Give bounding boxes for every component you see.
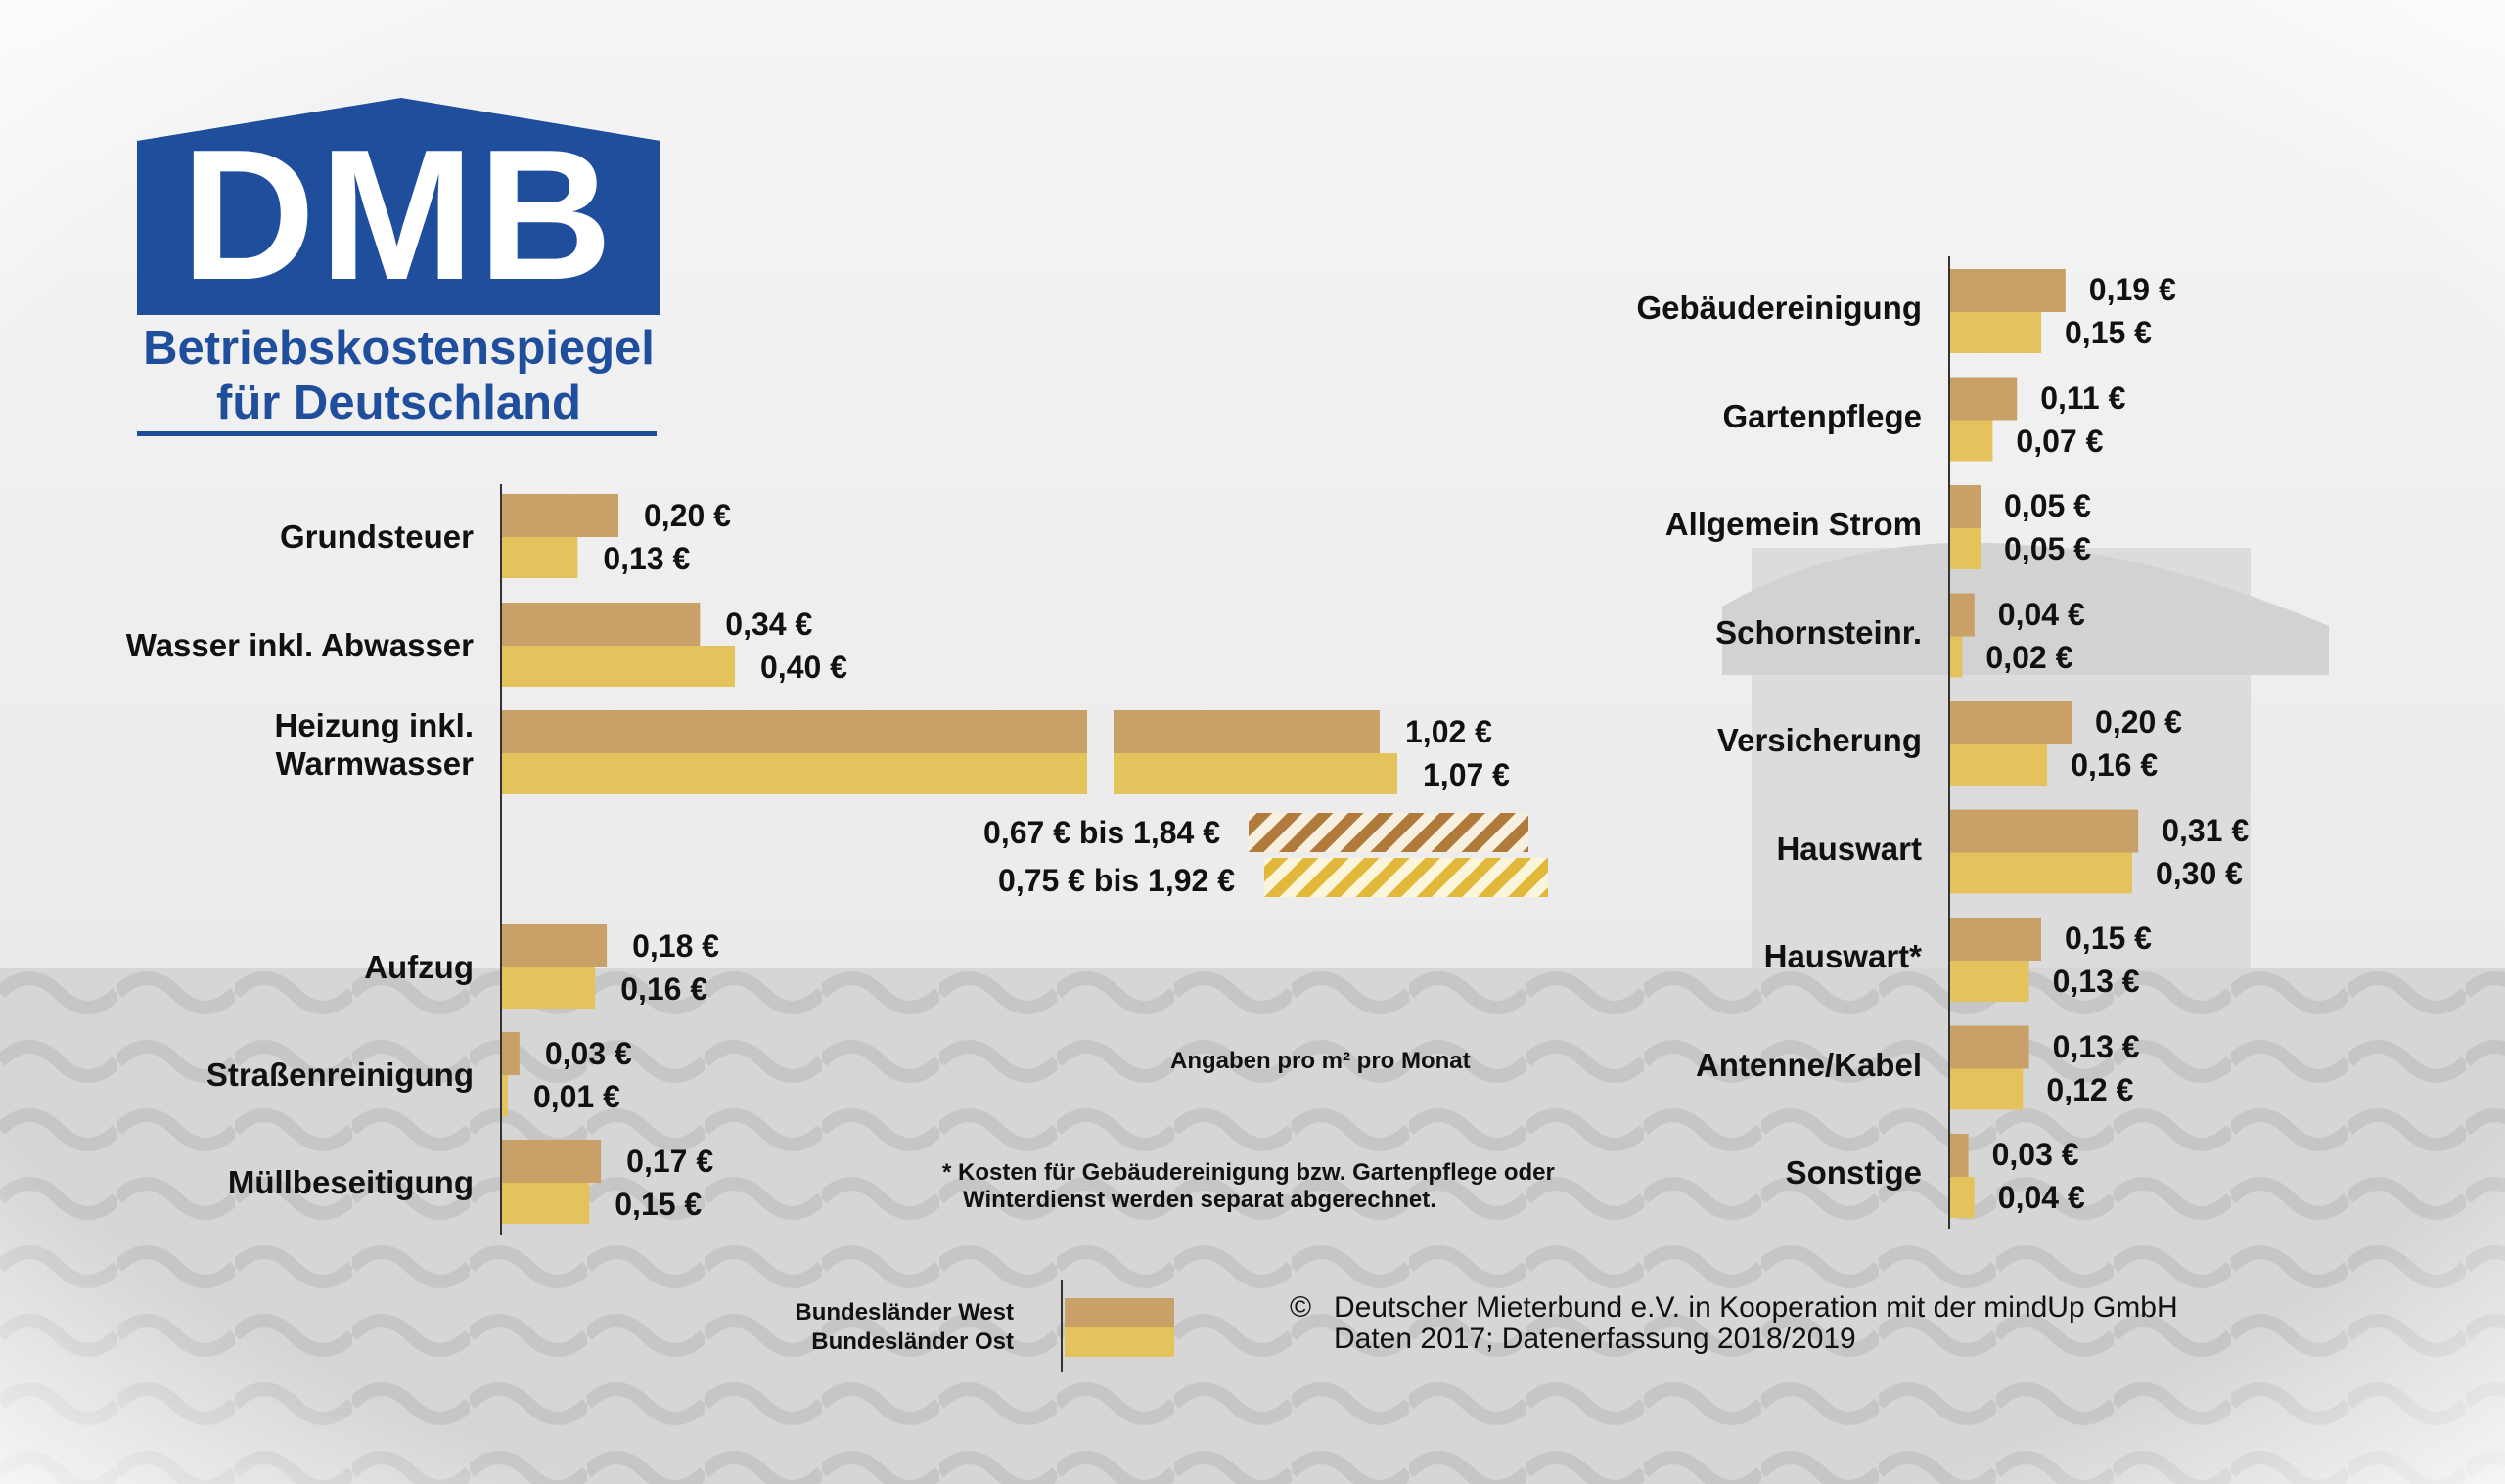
bar-ost-heizung-inkl-warmwasser-segment-2: [1114, 753, 1397, 794]
value-label-west-stra-enreinigung: 0,03 €: [544, 1036, 632, 1071]
value-label-ost-stra-enreinigung: 0,01 €: [532, 1079, 620, 1114]
copyright-symbol: ©: [1290, 1291, 1312, 1324]
legend-swatch-ost: [1065, 1327, 1174, 1357]
bar-ost-grundsteuer: [502, 537, 577, 578]
value-label-ost-wasser-inkl-abwasser: 0,40 €: [760, 650, 847, 685]
value-label-west-hauswart-5: 0,31 €: [2162, 812, 2250, 848]
bar-west-geb-udereinigung-0: [1950, 269, 2066, 312]
bar-ost-hauswart-5: [1950, 853, 2132, 894]
bar-ost-allgemein-strom-2: [1950, 528, 1981, 569]
value-label-ost-antenne-kabel-7: 0,12 €: [2046, 1071, 2134, 1107]
legend-label-west: Bundesländer West: [795, 1299, 1014, 1326]
value-label-west-m-llbeseitigung: 0,17 €: [626, 1144, 714, 1179]
category-label-geb-udereinigung-0: Gebäudereinigung: [1636, 290, 1922, 326]
bar-west-versicherung-4: [1950, 701, 2072, 744]
heating-range-west-bar: [1249, 813, 1528, 852]
unit-note: Angaben pro m² pro Monat: [1170, 1048, 1471, 1074]
bar-west-schornsteinr-3: [1950, 594, 1975, 637]
bar-ost-schornsteinr-3: [1950, 637, 1962, 678]
category-label-m-llbeseitigung: Müllbeseitigung: [227, 1164, 474, 1200]
value-label-west-aufzug: 0,18 €: [632, 928, 720, 964]
bar-west-antenne-kabel-7: [1950, 1026, 2029, 1069]
category-label-grundsteuer: Grundsteuer: [279, 518, 474, 555]
bar-ost-hauswart-6: [1950, 961, 2029, 1002]
bar-ost-geb-udereinigung-0: [1950, 312, 2041, 353]
bar-ost-stra-enreinigung: [502, 1075, 508, 1116]
heating-range-ost-bar: [1264, 858, 1548, 897]
value-label-ost-allgemein-strom-2: 0,05 €: [2004, 531, 2091, 566]
bar-west-sonstige-8: [1950, 1134, 1969, 1177]
category-label-aufzug: Aufzug: [364, 949, 474, 985]
category-label-sonstige-8: Sonstige: [1785, 1154, 1922, 1191]
value-label-ost-m-llbeseitigung: 0,15 €: [615, 1187, 703, 1222]
category-label-hauswart-5: Hauswart: [1776, 830, 1922, 867]
logo-title-line2: für Deutschland: [216, 377, 581, 429]
bar-west-grundsteuer: [502, 494, 618, 537]
bar-ost-wasser-inkl-abwasser: [502, 646, 735, 687]
copyright-line1: Deutscher Mieterbund e.V. in Kooperation mit der mindUp GmbH: [1334, 1291, 2178, 1324]
value-label-west-schornsteinr-3: 0,04 €: [1997, 596, 2085, 632]
value-label-ost-hauswart-6: 0,13 €: [2052, 964, 2140, 999]
value-label-west-grundsteuer: 0,20 €: [644, 498, 731, 533]
category-label-schornsteinr-3: Schornsteinr.: [1715, 613, 1922, 651]
category-label-antenne-kabel-7: Antenne/Kabel: [1695, 1046, 1922, 1083]
bar-west-aufzug: [502, 924, 607, 967]
copyright-line2: Daten 2017; Datenerfassung 2018/2019: [1334, 1323, 1856, 1355]
bar-ost-versicherung-4: [1950, 744, 2047, 786]
legend-label-ost: Bundesländer Ost: [811, 1328, 1014, 1355]
category-label-heizung-inkl-warmwasser-line1: Heizung inkl.: [274, 707, 474, 743]
value-label-west-sonstige-8: 0,03 €: [1991, 1137, 2079, 1172]
value-label-ost-heizung-inkl-warmwasser: 1,07 €: [1423, 757, 1510, 792]
bar-west-m-llbeseitigung: [502, 1140, 601, 1183]
heating-range-ost-label: 0,75 € bis 1,92 €: [998, 863, 1235, 898]
category-label-gartenpflege-1: Gartenpflege: [1722, 397, 1922, 434]
value-label-ost-aufzug: 0,16 €: [620, 971, 708, 1007]
bar-west-hauswart-6: [1950, 918, 2041, 961]
value-label-west-allgemein-strom-2: 0,05 €: [2004, 488, 2091, 523]
category-label-hauswart-6: Hauswart*: [1763, 938, 1922, 974]
bar-west-heizung-inkl-warmwasser-segment-1: [502, 710, 1087, 753]
logo-title-line1: Betriebskostenspiegel: [143, 322, 655, 375]
value-label-ost-schornsteinr-3: 0,02 €: [1985, 639, 2073, 675]
value-label-ost-gartenpflege-1: 0,07 €: [2016, 423, 2104, 459]
bar-west-hauswart-5: [1950, 810, 2138, 853]
bar-ost-sonstige-8: [1950, 1177, 1975, 1218]
logo-brand-text: DMB: [181, 112, 616, 319]
bar-ost-heizung-inkl-warmwasser-segment-1: [502, 753, 1087, 794]
category-label-allgemein-strom-2: Allgemein Strom: [1664, 506, 1922, 542]
bar-west-gartenpflege-1: [1950, 378, 2017, 421]
value-label-ost-hauswart-5: 0,30 €: [2156, 855, 2243, 891]
logo-underline: [137, 431, 657, 436]
value-label-ost-sonstige-8: 0,04 €: [1997, 1180, 2085, 1215]
bar-ost-aufzug: [502, 967, 595, 1009]
value-label-ost-grundsteuer: 0,13 €: [603, 541, 691, 576]
bar-west-stra-enreinigung: [502, 1032, 520, 1075]
legend-swatch-west: [1065, 1298, 1174, 1327]
value-label-west-gartenpflege-1: 0,11 €: [2040, 380, 2126, 416]
value-label-west-hauswart-6: 0,15 €: [2065, 921, 2152, 956]
heating-range-west-label: 0,67 € bis 1,84 €: [983, 815, 1220, 850]
value-label-west-geb-udereinigung-0: 0,19 €: [2088, 272, 2176, 307]
value-label-west-heizung-inkl-warmwasser: 1,02 €: [1405, 714, 1492, 749]
bar-west-heizung-inkl-warmwasser-segment-2: [1114, 710, 1380, 753]
category-label-heizung-inkl-warmwasser-line2: Warmwasser: [275, 745, 474, 782]
bar-ost-antenne-kabel-7: [1950, 1069, 2023, 1110]
bar-ost-m-llbeseitigung: [502, 1183, 589, 1224]
bar-west-allgemein-strom-2: [1950, 485, 1981, 528]
category-label-stra-enreinigung: Straßenreinigung: [205, 1057, 474, 1093]
category-label-versicherung-4: Versicherung: [1716, 722, 1922, 758]
value-label-west-antenne-kabel-7: 0,13 €: [2052, 1028, 2140, 1064]
footnote-line1: * Kosten für Gebäudereinigung bzw. Gartenpflege oder: [942, 1159, 1555, 1186]
value-label-west-wasser-inkl-abwasser: 0,34 €: [725, 607, 813, 642]
footnote-line2: Winterdienst werden separat abgerechnet.: [963, 1187, 1436, 1213]
bar-west-wasser-inkl-abwasser: [502, 603, 700, 646]
value-label-ost-versicherung-4: 0,16 €: [2071, 747, 2159, 783]
value-label-west-versicherung-4: 0,20 €: [2095, 704, 2182, 740]
legend-divider: [1061, 1280, 1063, 1372]
value-label-ost-geb-udereinigung-0: 0,15 €: [2065, 315, 2152, 350]
category-label-wasser-inkl-abwasser: Wasser inkl. Abwasser: [125, 627, 474, 663]
bar-ost-gartenpflege-1: [1950, 421, 1992, 462]
